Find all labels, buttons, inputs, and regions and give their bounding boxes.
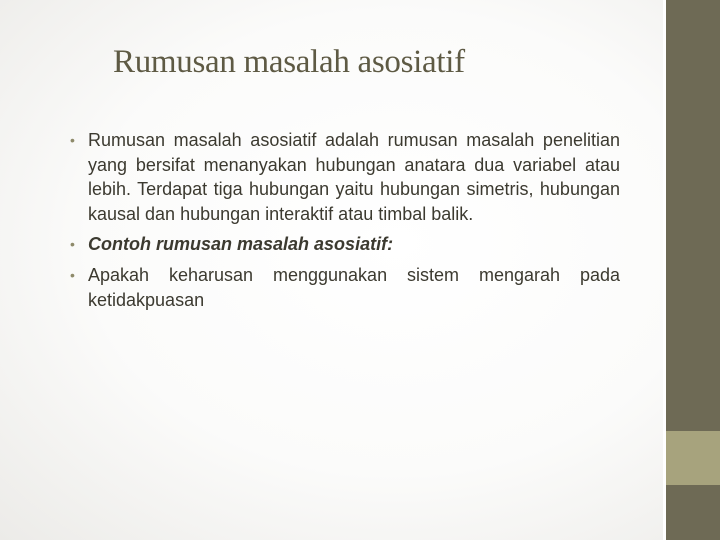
bullet-list (70, 128, 620, 318)
bullet-icon: • (70, 236, 75, 253)
bullet-item-definition (70, 128, 620, 226)
slide-title: Rumusan masalah asosiatif (113, 44, 465, 80)
bullet-icon: • (70, 132, 75, 148)
side-accent-block (666, 431, 720, 485)
bullet-text-definition: Rumusan masalah asosiatif adalah rumusan masalah penelitian yang bersifat menanyakan hubungan anatara dua variabel atau lebih. Terdapat tiga hubungan yaitu hubungan simetris, hubungan kausal dan hubungan interaktif atau timbal balik. (88, 130, 620, 224)
bullet-icon: • (70, 266, 75, 283)
bullet-text-example-heading: Contoh rumusan masalah asosiatif: (88, 234, 394, 255)
bullet-item-example (70, 263, 620, 312)
bullet-item-example-heading (70, 232, 620, 257)
bullet-text-example: Apakah keharusan menggunakan sistem mengarah pada ketidakpuasan (88, 264, 620, 310)
